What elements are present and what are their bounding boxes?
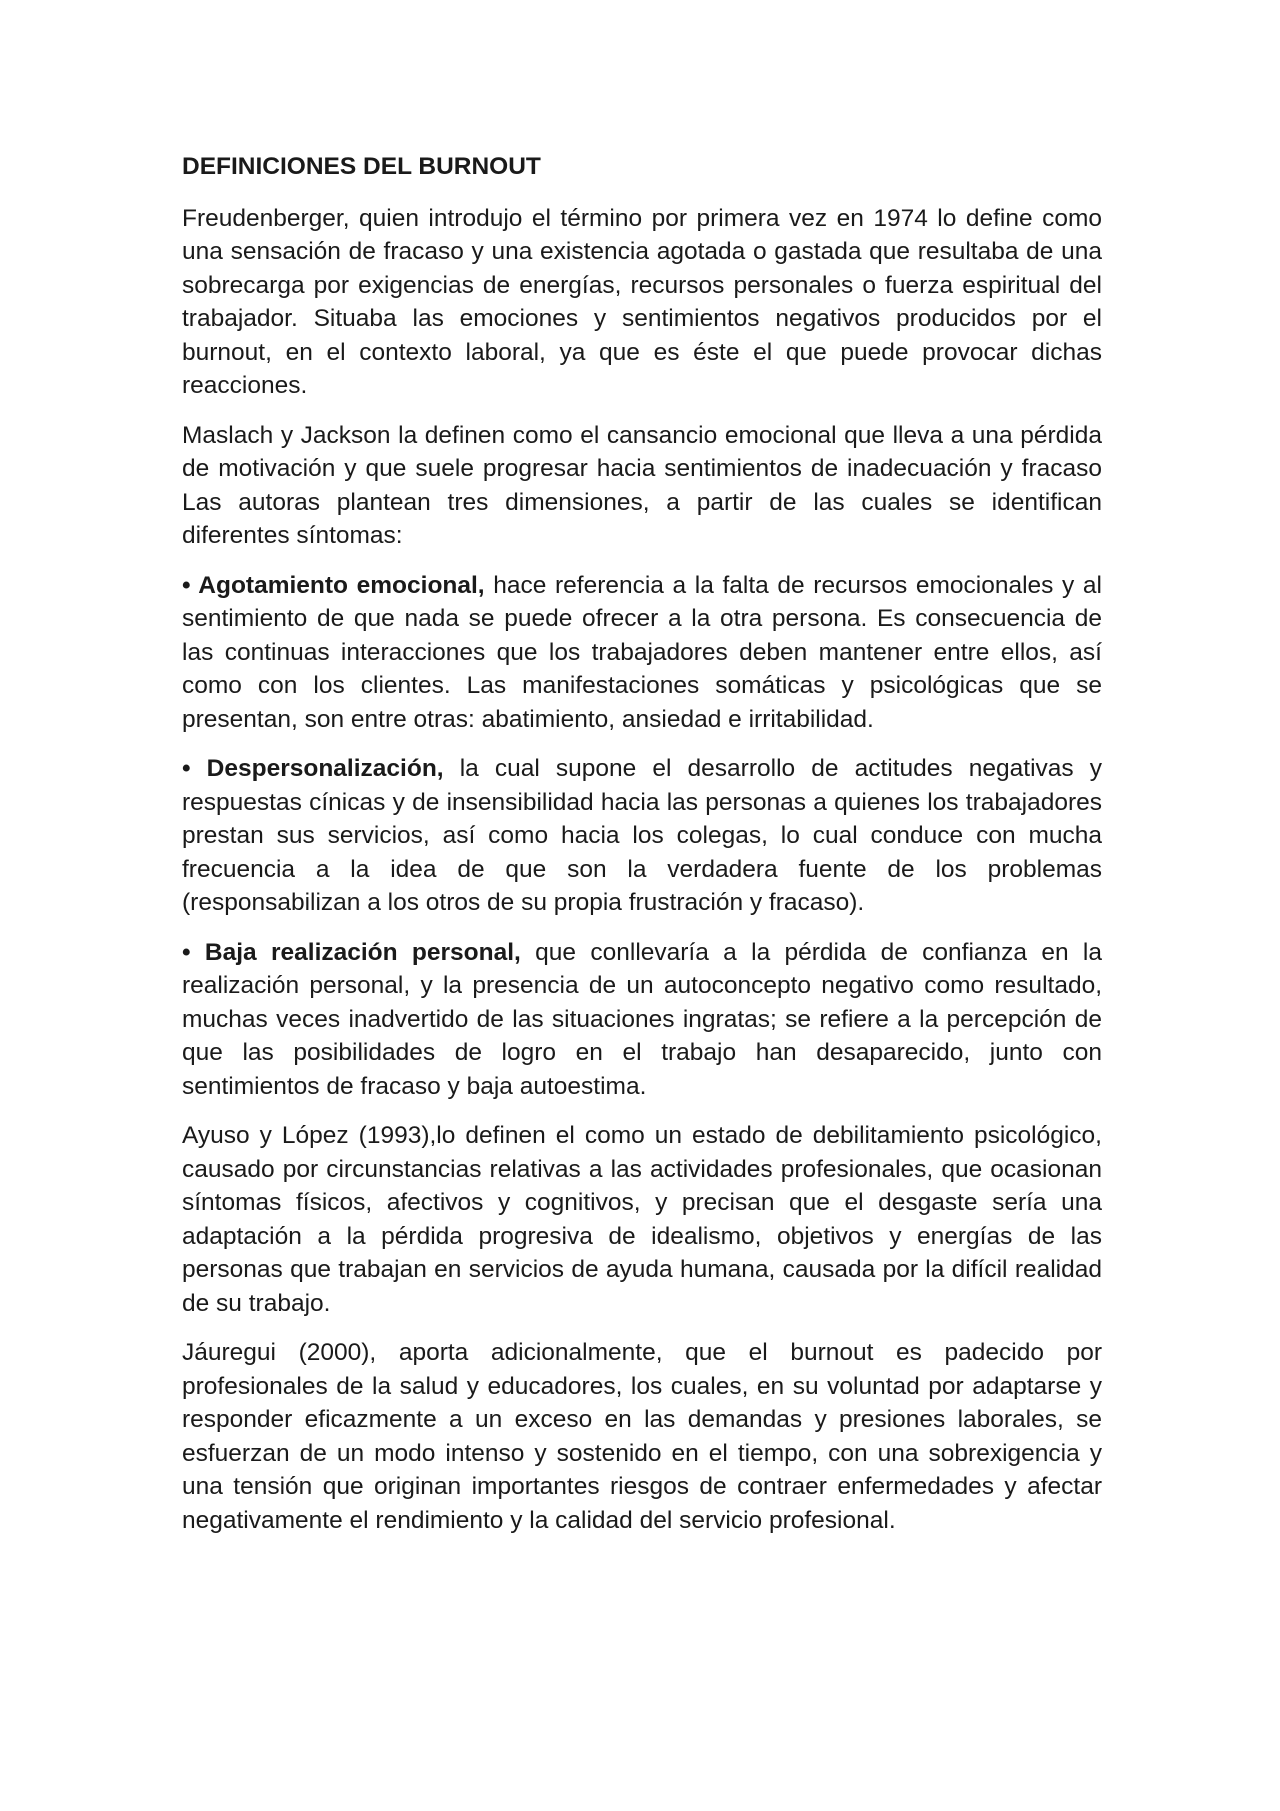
bullet-baja-realizacion-personal	[182, 936, 1102, 1104]
bullet-term: • Baja realización personal,	[182, 938, 521, 966]
paragraph-maslach-jackson: Maslach y Jackson la definen como el cansancio emocional que lleva a una pérdida de motivación y que suele progresar hacia sentimientos de inadecuación y fracaso Las autoras plantean tres dimensiones, a partir de las cuales se identifican diferentes síntomas:	[182, 421, 1102, 549]
paragraph-ayuso-lopez: Ayuso y López (1993),lo definen el como un estado de debilitamiento psicológico, causado por circunstancias relativas a las actividades profesionales, que ocasionan síntomas físicos, afectivos y cognitivos, y precisan que el desgaste sería una adaptación a la pérdida progresiva de idealismo, objetivos y energías de las personas que trabajan en servicios de ayuda humana, causada por la difícil realidad de su trabajo.	[182, 1122, 1102, 1317]
document-title: DEFINICIONES DEL BURNOUT	[182, 153, 541, 180]
paragraph-freudenberger: Freudenberger, quien introdujo el término por primera vez en 1974 lo define como una sensación de fracaso y una existencia agotada o gastada que resultaba de una sobrecarga por exigencias de energías, recursos personales o fuerza espiritual del trabajador. Situaba las emociones y sentimientos negativos producidos por el burnout, en el contexto laboral, ya que es éste el que puede provocar dichas reacciones.	[182, 204, 1102, 399]
document-body	[182, 150, 1102, 1553]
bullet-despersonalizacion	[182, 752, 1102, 920]
bullet-agotamiento-emocional	[182, 569, 1102, 737]
bullet-term: • Despersonalización,	[182, 755, 444, 782]
paragraph-jauregui: Jáuregui (2000), aporta adicionalmente, que el burnout es padecido por profesionales de la salud y educadores, los cuales, en su voluntad por adaptarse y responder eficazmente a un exceso en las demandas y presiones laborales, se esfuerzan de un modo intenso y sostenido en el tiempo, con una sobrexigencia y una tensión que originan importantes riesgos de contraer enfermedades y afectar negativamente el rendimiento y la calidad del servicio profesional.	[182, 1339, 1102, 1534]
bullet-term: • Agotamiento emocional,	[182, 571, 485, 599]
bullet-text: la cual supone el desarrollo de actitudes negativas y respuestas cínicas y de insensibilidad hacia las personas a quienes los trabajadores prestan sus servicios, así como hacia los colegas, lo cual conduce con mucha frecuencia a la idea de que son la verdadera fuente de los problemas (responsabilizan a los otros de su propia frustración y fracaso).	[182, 755, 1102, 916]
bullet-text: que conllevaría a la pérdida de confianza en la realización personal, y la presencia de un autoconcepto negativo como resultado, muchas veces inadvertido de las situaciones ingratas; se refiere a la percepción de que las posibilidades de logro en el trabajo han desaparecido, junto con sentimientos de fracaso y baja autoestima.	[182, 938, 1102, 1100]
bullet-text: hace referencia a la falta de recursos emocionales y al sentimiento de que nada se puede ofrecer a la otra persona. Es consecuencia de las continuas interacciones que los trabajadores deben mantener entre ellos, así como con los clientes. Las manifestaciones somáticas y psicológicas que se presentan, son entre otras: abatimiento, ansiedad e irritabilidad.	[182, 571, 1102, 733]
